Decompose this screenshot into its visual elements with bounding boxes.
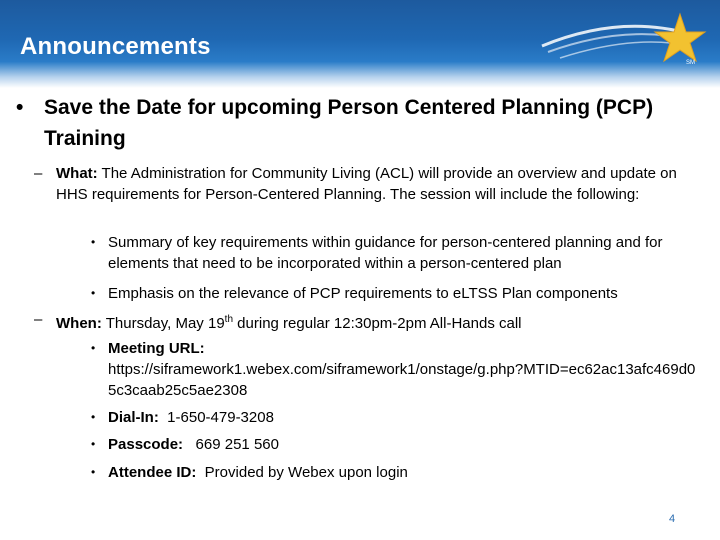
passcode-value: 669 251 560 xyxy=(183,436,279,453)
passcode-label: Passcode: xyxy=(108,436,184,453)
meeting-url-label: Meeting URL: xyxy=(108,340,205,357)
bullet-icon: • xyxy=(91,437,96,451)
what-text: The Administration for Community Living (ACL) will provide an overview and update on HHS requirements for Person-Centered Planning. The session will include the following: xyxy=(56,165,677,203)
bullet-icon: • xyxy=(91,341,96,355)
when-superscript: th xyxy=(224,314,234,325)
main-bullet-text: Save the Date for upcoming Person Centered Planning (PCP) Training xyxy=(44,96,654,150)
when-text: during regular 12:30pm-2pm All-Hands call xyxy=(233,315,522,332)
when-label: When: xyxy=(56,315,102,332)
main-bullet xyxy=(16,92,696,154)
bullet-icon: • xyxy=(16,96,24,119)
when-date: Thursday, May 19 xyxy=(101,315,225,332)
slide-title: Announcements xyxy=(20,33,211,60)
attendee-item xyxy=(91,462,698,483)
attendee-label: Attendee ID: xyxy=(108,464,197,481)
dialin-value: 1-650-479-3208 xyxy=(158,409,274,426)
what-label: What: xyxy=(56,165,98,182)
what-subitem-text: Emphasis on the relevance of PCP requirements to eLTSS Plan components xyxy=(108,285,618,302)
bullet-icon: • xyxy=(91,465,96,479)
dialin-label: Dial-In: xyxy=(108,409,159,426)
dash-icon: – xyxy=(34,311,43,328)
bullet-icon: • xyxy=(91,410,96,424)
passcode-item xyxy=(91,434,698,455)
what-subitem-text: Summary of key requirements within guidance for person-centered planning and for elements that need to be incorporated within a person-centered plan xyxy=(108,234,663,272)
star-icon xyxy=(655,14,705,61)
page-number: 4 xyxy=(669,513,676,525)
dash-icon: – xyxy=(34,165,43,182)
bullet-icon: • xyxy=(91,235,96,249)
dialin-item xyxy=(91,407,698,428)
what-item xyxy=(34,163,696,205)
when-item xyxy=(34,309,696,334)
what-subitem-1 xyxy=(91,232,698,274)
star-swoosh-logo xyxy=(540,6,720,88)
what-subitem-2 xyxy=(91,283,698,304)
meeting-url-link[interactable]: https://siframework1.webex.com/siframework1/onstage/g.php?MTID=ec62ac13afc469d05c3caab25c5ae2308 xyxy=(108,361,696,399)
trademark-mark: SM xyxy=(686,60,695,66)
attendee-value: Provided by Webex upon login xyxy=(196,464,408,481)
meeting-url-item xyxy=(91,338,698,401)
bullet-icon: • xyxy=(91,286,96,300)
